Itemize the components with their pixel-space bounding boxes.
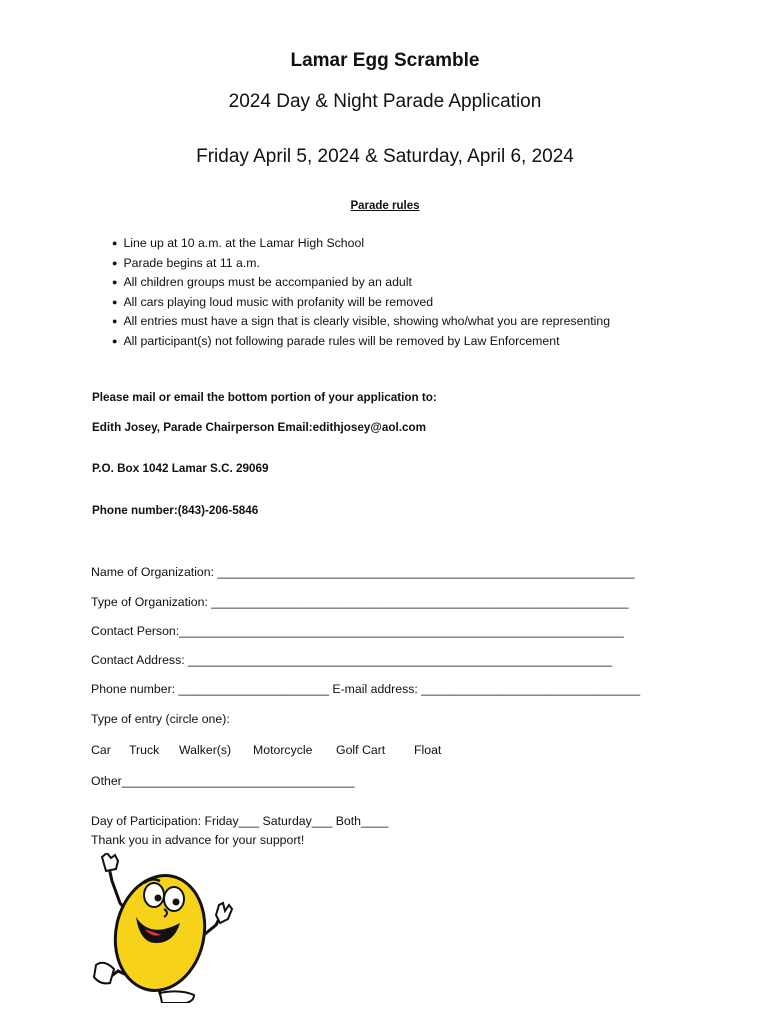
org-type-field[interactable]: Type of Organization: _____________________________________________________________ (91, 595, 629, 609)
org-name-field[interactable]: Name of Organization: _____________________________________________________________ (91, 565, 635, 579)
thank-you-note: Thank you in advance for your support! (91, 833, 305, 847)
rule-item: ● All participant(s) not following parade rules will be removed by Law Enforcement (112, 335, 610, 355)
mail-instruction: Please mail or email the bottom portion of your application to: (92, 391, 437, 404)
entry-option-walkers[interactable]: Walker(s) (179, 743, 232, 757)
rule-item: ● Parade begins at 11 a.m. (112, 257, 610, 277)
rule-item: ● All children groups must be accompanied by an adult (112, 276, 610, 296)
rule-item: ● Line up at 10 a.m. at the Lamar High School (112, 237, 610, 257)
rules-list (112, 237, 610, 355)
entry-type-prompt: Type of entry (circle one): (91, 712, 230, 726)
mailing-address: P.O. Box 1042 Lamar S.C. 29069 (92, 462, 269, 475)
contact-person-field[interactable]: Contact Person:_________________________________________________________________ (91, 624, 624, 638)
chairperson-contact: Edith Josey, Parade Chairperson Email:edithjosey@aol.com (92, 421, 426, 434)
participation-day-field[interactable]: Day of Participation: Friday___ Saturday___ Both____ (91, 814, 389, 828)
rules-heading: Parade rules (350, 200, 420, 212)
contact-address-field[interactable]: Contact Address: ______________________________________________________________ (91, 653, 613, 667)
entry-option-float[interactable]: Float (414, 743, 442, 757)
page-subtitle: 2024 Day & Night Parade Application (228, 91, 542, 112)
entry-option-golf-cart[interactable]: Golf Cart (336, 743, 386, 757)
event-dates: Friday April 5, 2024 & Saturday, April 6, 2024 (196, 146, 574, 167)
egg-mascot-icon (88, 853, 238, 1003)
rule-item: ● All entries must have a sign that is clearly visible, showing who/what you are representing (112, 315, 610, 335)
entry-option-car[interactable]: Car (91, 743, 111, 757)
entry-option-truck[interactable]: Truck (129, 743, 160, 757)
page-title: Lamar Egg Scramble (290, 50, 480, 71)
entry-option-motorcycle[interactable]: Motorcycle (253, 743, 313, 757)
other-entry-field[interactable]: Other__________________________________ (91, 774, 355, 788)
phone-email-field[interactable]: Phone number: ______________________ E-mail address: ________________________________ (91, 682, 641, 696)
contact-phone: Phone number:(843)-206-5846 (92, 504, 259, 517)
rule-item: ● All cars playing loud music with profanity will be removed (112, 296, 610, 316)
